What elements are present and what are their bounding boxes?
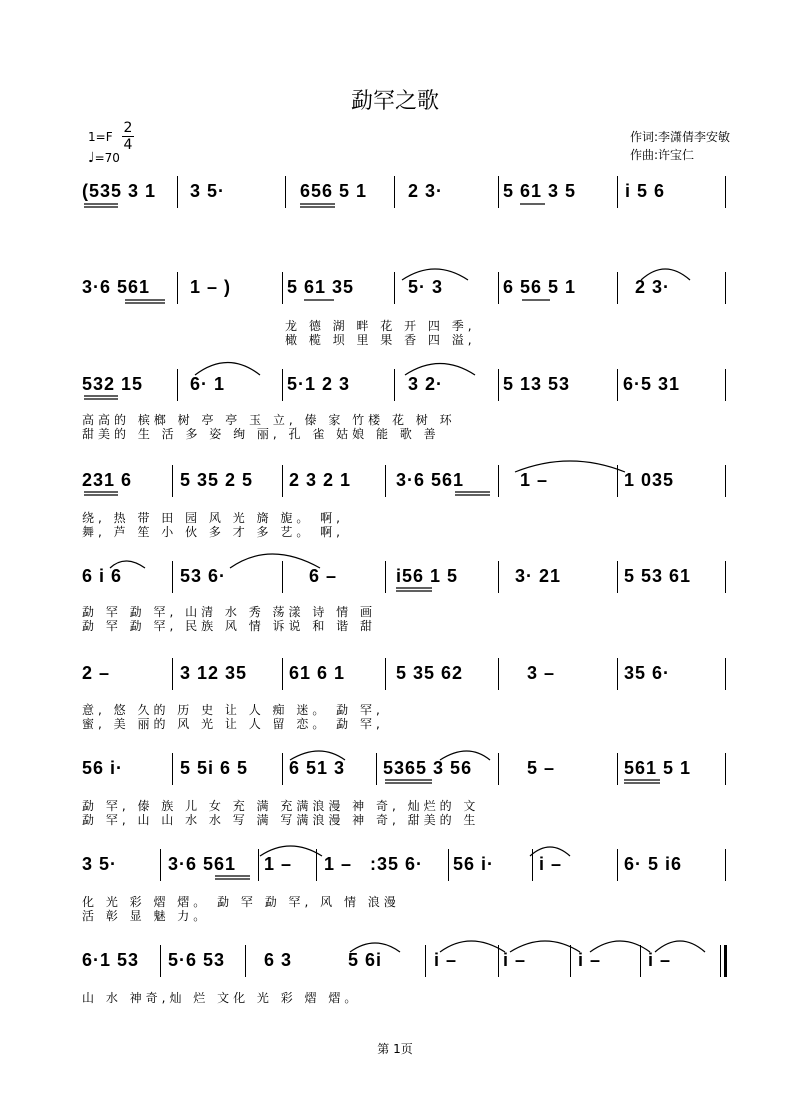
tie-arc	[510, 941, 580, 952]
measure: 2 3 2 1	[289, 470, 352, 490]
lyrics-verse-1: 龙 德 湖 畔 花 开 四 季,	[285, 319, 476, 333]
lyricist: 作词:李潇倩李安敏	[630, 130, 731, 144]
composer: 作曲:许宝仁	[630, 148, 695, 162]
measure: 1 –	[324, 854, 353, 874]
measure: 2 –	[82, 663, 111, 683]
measure: 3 2·	[408, 374, 444, 394]
measure: 3 5·	[82, 854, 118, 874]
lyrics-verse-2: 舞, 芦 笙 小 伙 多 才 多 艺。 啊,	[82, 525, 344, 539]
tie-arc	[350, 943, 400, 952]
measure: 56 i·	[453, 854, 495, 874]
measure: i –	[503, 950, 527, 970]
measure: 5 6i	[348, 950, 383, 970]
measure: 6·1 53	[82, 950, 140, 970]
measure: 5 61 35	[287, 277, 355, 297]
measure: 5 35 2 5	[180, 470, 254, 490]
measure: 561 5 1	[624, 758, 692, 778]
measure: 56 i·	[82, 758, 124, 778]
lyrics-verse-1: 高高的 槟榔 树 亭 亭 玉 立, 傣 家 竹楼 花 树 环	[82, 413, 456, 427]
page-number: 第 1页	[377, 1042, 413, 1056]
lyrics-verse-1: 勐 罕 勐 罕, 山清 水 秀 荡漾 诗 情 画	[82, 605, 376, 619]
tie-arc	[405, 364, 475, 376]
tie-arc	[440, 941, 505, 952]
measure: 2 3·	[635, 277, 671, 297]
tie-arc	[260, 846, 322, 856]
measure: 6 3	[264, 950, 293, 970]
tie-arc	[440, 751, 490, 760]
tie-arc	[230, 554, 320, 568]
tie-arc	[195, 363, 260, 376]
measure: 1 –	[520, 470, 549, 490]
lyrics-verse-2: 橄 榄 坝 里 果 香 四 溢,	[285, 333, 476, 347]
measure: 6· 1	[190, 374, 226, 394]
measure: i –	[648, 950, 672, 970]
measure: 5·6 53	[168, 950, 226, 970]
measure: 6 –	[309, 566, 338, 586]
measure: 5 13 53	[503, 374, 571, 394]
measure: 5 35 62	[396, 663, 464, 683]
tie-arc	[110, 561, 145, 568]
measure: 6·5 31	[623, 374, 681, 394]
measure: 3·6 561	[168, 854, 237, 874]
measure: 5 5i 6 5	[180, 758, 249, 778]
lyrics-verse-1: 化 光 彩 熠 熠。 勐 罕 勐 罕, 风 情 浪漫	[82, 895, 400, 909]
tie-arc	[530, 847, 570, 856]
lyrics-verse-1: 绕, 热 带 田 园 风 光 旖 旎。 啊,	[82, 511, 344, 525]
measure: 35 6·	[624, 663, 671, 683]
measure: 3 5·	[190, 181, 226, 201]
measure: 3·6 561	[396, 470, 465, 490]
measure: (535 3 1	[82, 181, 157, 201]
measure: 3 –	[527, 663, 556, 683]
measure: 532 15	[82, 374, 144, 394]
time-signature-bottom: 4	[123, 137, 133, 153]
measure: 6 56 5 1	[503, 277, 577, 297]
measure: 3 12 35	[180, 663, 248, 683]
lyrics-verse-2: 甜美的 生 活 多 姿 绚 丽, 孔 雀 姑娘 能 歌 善	[82, 427, 440, 441]
measure: 2 3·	[408, 181, 444, 201]
time-signature-top: 2	[123, 120, 133, 136]
measure: i 5 6	[625, 181, 666, 201]
measure: 656 5 1	[300, 181, 368, 201]
measure: 5 –	[527, 758, 556, 778]
measure: 53 6·	[180, 566, 227, 586]
measure: 61 6 1	[289, 663, 346, 683]
measure: i –	[539, 854, 563, 874]
measure: 5·1 2 3	[287, 374, 351, 394]
quarter-note-icon: ♩	[88, 150, 95, 166]
measure: 5 61 3 5	[503, 181, 577, 201]
measure: 1 035	[624, 470, 675, 490]
measure: 1 – )	[190, 277, 232, 297]
measure: i –	[578, 950, 602, 970]
measure: i56 1 5	[396, 566, 459, 586]
lyrics-verse-2: 蜜, 美 丽的 风 光 让 人 留 恋。 勐 罕,	[82, 717, 384, 731]
measure: 5365 3 56	[383, 758, 473, 778]
tempo-value: =70	[94, 151, 120, 165]
lyrics-verse-2: 勐 罕, 山 山 水 水 写 满 写满浪漫 神 奇, 甜美的 生	[82, 813, 480, 827]
lyrics-verse-1: 意, 悠 久的 历 史 让 人 痴 迷。 勐 罕,	[82, 703, 384, 717]
measure: 3· 21	[515, 566, 562, 586]
measure: 5· 3	[408, 277, 444, 297]
song-title: 勐罕之歌	[350, 89, 439, 114]
measure: 231 6	[82, 470, 133, 490]
tie-arc	[515, 461, 625, 472]
lyrics-verse-2: 活 彰 显 魅 力。	[82, 909, 210, 923]
measure: 6 i 6	[82, 566, 123, 586]
lyrics-verse-1: 勐 罕, 傣 族 儿 女 充 满 充满浪漫 神 奇, 灿烂的 文	[82, 799, 480, 813]
measure: 3·6 561	[82, 277, 151, 297]
measure: 5 53 61	[624, 566, 692, 586]
lyrics-verse-2: 勐 罕 勐 罕, 民族 风 情 诉说 和 谐 甜	[82, 619, 376, 633]
measure: :35 6·	[370, 854, 424, 874]
key-signature: 1=F	[88, 130, 113, 144]
tie-arc	[655, 941, 705, 952]
measure: 6· 5 i6	[624, 854, 683, 874]
tie-arc	[590, 941, 650, 952]
measure: 6 51 3	[289, 758, 346, 778]
tie-arc	[290, 751, 345, 760]
tie-arc	[641, 269, 690, 280]
tie-arc	[402, 269, 468, 280]
measure: i –	[434, 950, 458, 970]
measure: 1 –	[264, 854, 293, 874]
lyrics-verse-1: 山 水 神奇,灿 烂 文化 光 彩 熠 熠。	[82, 991, 361, 1005]
